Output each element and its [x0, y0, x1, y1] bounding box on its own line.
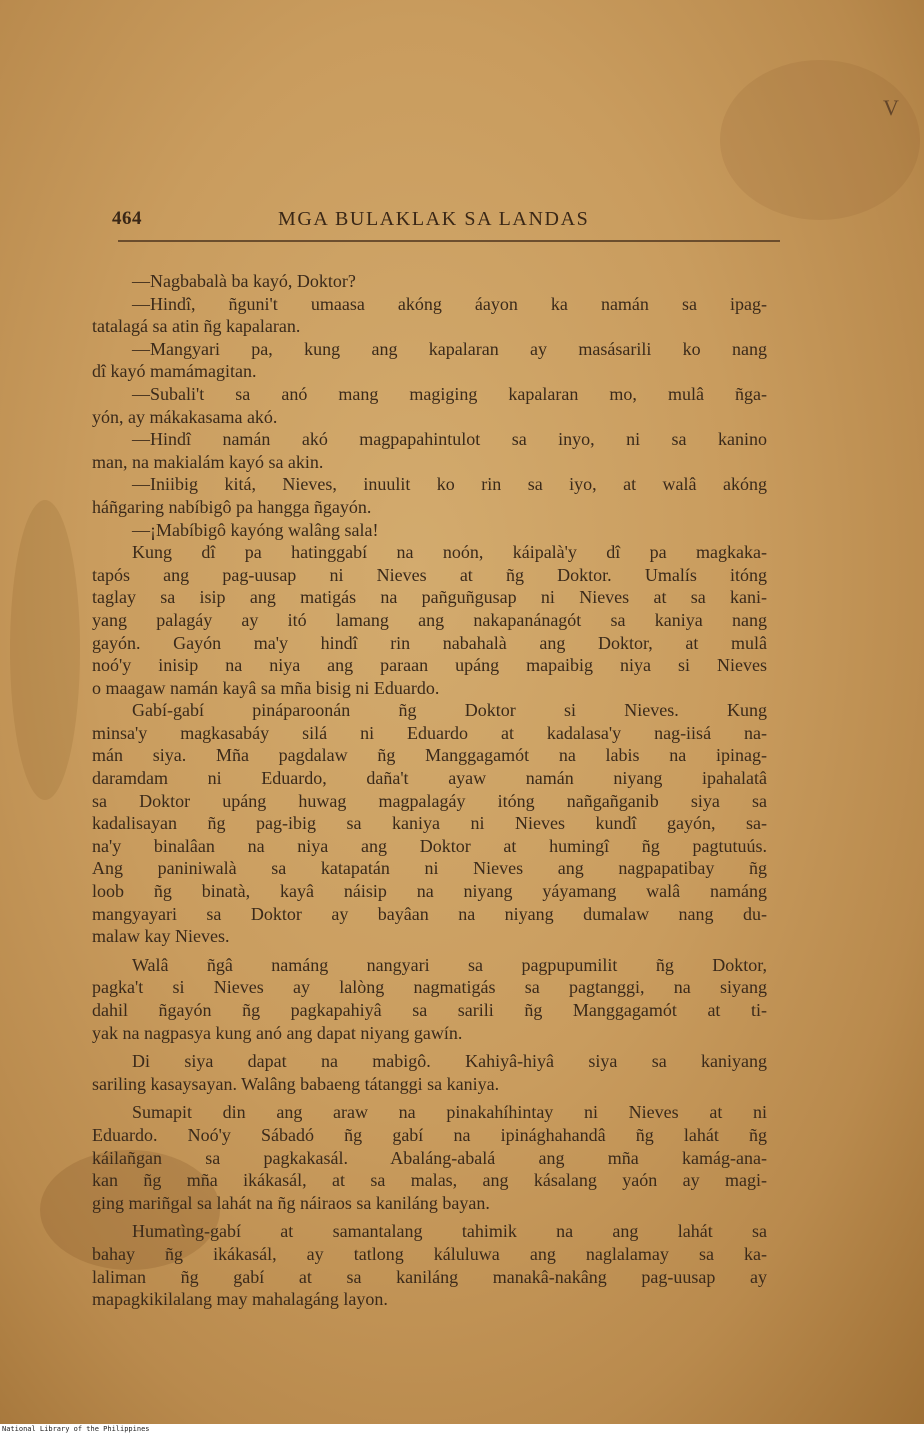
text-line: kan ñg mña ikákasál, at sa malas, ang kásalang yaón ay magi-	[92, 1170, 767, 1191]
margin-mark: V	[883, 95, 899, 120]
text-line: man, na makialám kayó sa akin.	[92, 451, 324, 472]
text-line: Humatìng-gabí at samantalang tahimik na ang lahát sa	[132, 1221, 767, 1242]
paper-stain	[720, 60, 920, 220]
paragraph	[92, 1101, 767, 1214]
text-line: Walâ ñgâ namáng nangyari sa pagpupumilit ñg Doktor,	[132, 954, 767, 975]
text-line: sariling kasaysayan. Walâng babaeng tátanggi sa kaniya.	[92, 1073, 500, 1094]
text-line: sa Doktor upáng huwag magpalagáy itóng nañgañganib siya sa	[92, 790, 767, 811]
text-line: Gabí-gabí pináparoonán ñg Doktor si Nieves. Kung	[132, 700, 767, 721]
text-line: —¡Mabíbigô kayóng walâng sala!	[132, 519, 379, 540]
paragraph	[92, 1220, 767, 1310]
text-line: bahay ñg ikákasál, ay tatlong káluluwa ang naglalamay sa ka-	[92, 1243, 767, 1264]
text-line: mapagkikilalang may mahalagáng layon.	[92, 1289, 388, 1310]
header-rule	[118, 240, 780, 242]
body-text	[92, 270, 767, 1317]
paragraph	[92, 338, 767, 383]
text-line: —Subali't sa anó mang magiging kapalaran mo, mulâ ñga-	[132, 383, 767, 404]
running-title: MGA BULAKLAK SA LANDAS	[278, 208, 590, 230]
text-line: —Hindî, ñguni't umaasa akóng áayon ka namán sa ipag-	[132, 293, 767, 314]
text-line: laliman ñg gabí at sa kaniláng manakâ-nakâng pag-uusap ay	[92, 1266, 767, 1287]
text-line: —Nagbabalà ba kayó, Doktor?	[132, 271, 356, 291]
text-line: daramdam ni Eduardo, daña't ayaw namán niyang ipahalatâ	[92, 768, 767, 789]
text-line: taglay sa isip ang matigás na pañguñgusap ni Nieves at sa kani-	[92, 587, 767, 608]
paragraph	[92, 541, 767, 699]
paragraph	[92, 293, 767, 338]
paragraph-gap	[92, 1311, 767, 1317]
paragraph	[92, 270, 767, 293]
paragraph	[92, 473, 767, 518]
text-line: yang palagáy ay itó lamang ang nakapanánagót sa kaniya nang	[92, 609, 767, 630]
text-line: Eduardo. Noó'y Sábadó ñg gabí na ipinághahandâ ñg lahát ñg	[92, 1124, 767, 1145]
text-line: Sumapit din ang araw na pinakahíhintay ni Nieves at ni	[132, 1102, 767, 1123]
text-line: gayón. Gayón ma'y hindî rin nabahalà ang Doktor, at mulâ	[92, 632, 767, 653]
paragraph	[92, 519, 767, 542]
text-line: yak na nagpasya kung anó ang dapat niyang gawín.	[92, 1022, 463, 1043]
text-line: o maagaw namán kayâ sa mña bisig ni Eduardo.	[92, 677, 440, 698]
paragraph	[92, 383, 767, 428]
paragraph	[92, 954, 767, 1044]
text-line: tatalagá sa atin ñg kapalaran.	[92, 316, 301, 337]
paper-stain	[10, 500, 80, 800]
text-line: dahil ñgayón ñg pagkapahiyâ sa sarili ñg Manggagamót at ti-	[92, 1000, 767, 1020]
text-line: Ang paniniwalà sa katapatán ni Nieves ang nagpapatibay ñg	[92, 858, 767, 879]
paragraph	[92, 699, 767, 948]
text-line: yón, ay mákakasama akó.	[92, 406, 278, 427]
footer-credit: National Library of the Philippines	[2, 1425, 150, 1433]
text-line: pagka't si Nieves ay lalòng nagmatigás sa pagtanggi, na siyang	[92, 977, 767, 998]
text-line: Di siya dapat na mabigô. Kahiyâ-hiyâ siya sa kaniyang	[132, 1051, 767, 1072]
page-number: 464	[112, 208, 142, 229]
paragraph	[92, 1050, 767, 1095]
text-line: —Hindî namán akó magpapahintulot sa inyo, ni sa kanino	[132, 429, 767, 450]
text-line: ging mariñgal sa lahát na ñg náiraos sa kaniláng bayan.	[92, 1192, 490, 1213]
text-line: kadalisayan ñg pag-ibig sa kaniya ni Nieves kundî gayón, sa-	[92, 813, 767, 834]
text-line: dî kayó mamámagitan.	[92, 361, 257, 382]
text-line: noó'y inisip na niya ang paraan upáng mapaibig niya si Nieves	[92, 655, 767, 676]
text-line: káilañgan sa pagkakasál. Abaláng-abalá ang mña kamág-ana-	[92, 1147, 767, 1168]
text-line: —Mangyari pa, kung ang kapalaran ay masásarili ko nang	[132, 338, 767, 359]
page-header	[112, 208, 788, 238]
text-line: mán siya. Mña pagdalaw ñg Manggagamót na labis na ipinag-	[92, 745, 767, 766]
text-line: Kung dî pa hatinggabí na noón, káipalà'y dî pa magkaka-	[132, 542, 767, 563]
text-line: loob ñg binatà, kayâ náisip na niyang yáyamang walâ namáng	[92, 881, 767, 902]
text-line: na'y binalâan na niya ang Doktor at humingî ñg pagtutuús.	[92, 835, 767, 856]
text-line: háñgaring nabíbigô pa hangga ñgayón.	[92, 496, 372, 517]
paragraph	[92, 428, 767, 473]
text-line: —Iniibig kitá, Nieves, inuulit ko rin sa iyo, at walâ akóng	[132, 474, 767, 495]
text-line: tapós ang pag-uusap ni Nieves at ñg Doktor. Umalís itóng	[92, 564, 767, 585]
text-line: mangyayari sa Doktor ay bayâan na niyang dumalaw nang du-	[92, 903, 767, 924]
text-line: malaw kay Nieves.	[92, 926, 230, 947]
text-line: minsa'y magkasabáy silá ni Eduardo at kadalasa'y nag-iisá na-	[92, 722, 767, 743]
